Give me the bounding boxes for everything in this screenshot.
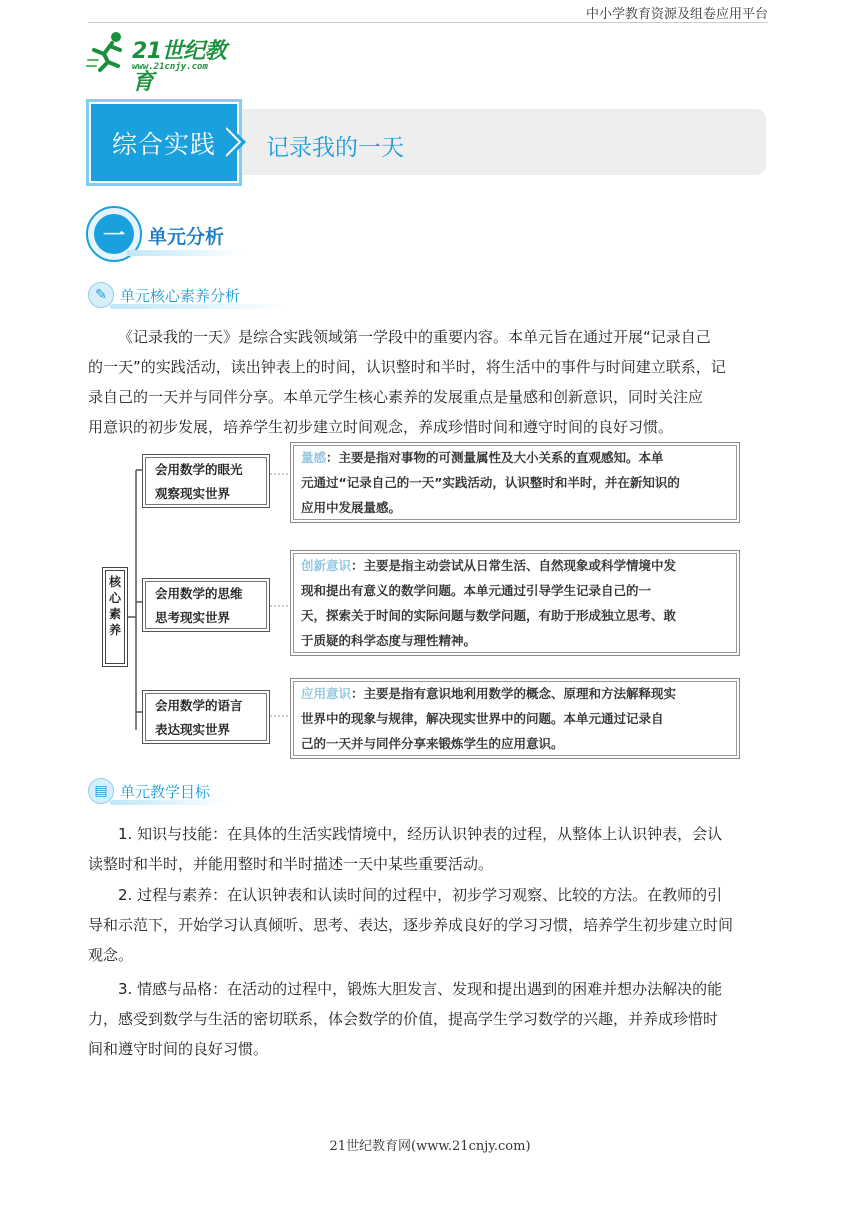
title-banner bbox=[86, 99, 766, 186]
description-line: 应用中发展量感。 bbox=[301, 500, 402, 515]
paragraph-line: 录自己的一天并与同伴分享。本单元学生核心素养的发展重点是量感和创新意识，同时关注应 bbox=[88, 388, 704, 406]
description-line: 元通过“记录自己的一天”实践活动，认识整时和半时，并在新知识的 bbox=[301, 475, 680, 490]
branch-box bbox=[142, 578, 270, 632]
goal-line: 力，感受到数学与生活的密切联系，体会数学的价值，提高学生学习数学的兴趣，并养成珍惜时 bbox=[88, 1010, 719, 1028]
paragraph-line: 的一天”的实践活动，读出钟表上的时间，认识整时和半时，将生活中的事件与时间建立联系，记 bbox=[88, 358, 726, 376]
page-footer[interactable]: 21世纪教育网(www.21cnjy.com) bbox=[329, 1139, 531, 1154]
paragraph-line: 用意识的初步发展，培养学生初步建立时间观念，养成珍惜时间和遵守时间的良好习惯。 bbox=[88, 418, 674, 436]
core-literacy-paragraph bbox=[88, 322, 768, 442]
section-number: 一 bbox=[102, 223, 125, 249]
paragraph-line: 《记录我的一天》是综合实践领域第一学段中的重要内容。本单元旨在通过开展“记录自己 bbox=[118, 328, 711, 346]
description-line: 世界中的现象与规律，解决现实世界中的问题。本单元通过记录自 bbox=[301, 711, 664, 726]
core-label-char: 素 bbox=[108, 607, 121, 621]
core-label-char: 心 bbox=[108, 591, 121, 605]
description-box bbox=[290, 550, 740, 656]
goal-line: 观念。 bbox=[88, 946, 134, 964]
page-title: 记录我的一天 bbox=[266, 135, 404, 161]
branch-line: 表达现实世界 bbox=[155, 722, 231, 737]
branch-line: 会用数学的眼光 bbox=[155, 462, 243, 477]
branch-box bbox=[142, 454, 270, 508]
runner-icon bbox=[86, 30, 130, 74]
branch-line: 观察现实世界 bbox=[155, 486, 231, 501]
platform-header: 中小学教育资源及组卷应用平台 bbox=[585, 7, 768, 22]
logo-url: www.21cnjy.com bbox=[132, 62, 208, 72]
section-heading-unit-analysis bbox=[86, 206, 246, 262]
branch-line: 思考现实世界 bbox=[155, 610, 231, 625]
description-line: 现和提出有意义的数学问题。本单元通过引导学生记录自己的一 bbox=[301, 583, 652, 598]
header-rule bbox=[88, 22, 768, 23]
goal-line: 1. 知识与技能：在具体的生活实践情境中，经历认识钟表的过程，从整体上认识钟表，会认 bbox=[118, 825, 723, 843]
section-underline bbox=[126, 250, 244, 256]
chevron-right-icon bbox=[226, 122, 248, 162]
branch-line: 会用数学的语言 bbox=[155, 698, 243, 713]
goal-line: 2. 过程与素养：在认识钟表和认读时间的过程中，初步学习观察、比较的方法。在教师的引 bbox=[118, 886, 723, 904]
core-label-char: 养 bbox=[108, 623, 121, 637]
description-line: 天，探索关于时间的实际问题与数学问题，有助于形成独立思考、敢 bbox=[301, 608, 677, 623]
core-literacy-diagram bbox=[100, 440, 760, 760]
keyword: 创新意识 bbox=[301, 558, 352, 573]
logo-text: 21世纪教育 bbox=[132, 39, 227, 95]
keyword: 量感 bbox=[301, 450, 327, 465]
subheading-label: 单元教学目标 bbox=[120, 783, 211, 801]
banner-tag bbox=[86, 99, 242, 186]
description-line bbox=[301, 445, 733, 470]
site-logo[interactable] bbox=[86, 30, 246, 95]
section-title: 单元分析 bbox=[148, 226, 225, 248]
branch-line: 会用数学的思维 bbox=[155, 586, 243, 601]
goal-line: 3. 情感与品格：在活动的过程中，锻炼大胆发言、发现和提出遇到的困难并想办法解决的能 bbox=[118, 980, 723, 998]
goal-3 bbox=[88, 974, 768, 1064]
subheading-core-literacy bbox=[88, 282, 288, 310]
description-line: 于质疑的科学态度与理性精神。 bbox=[301, 633, 477, 648]
description-box bbox=[290, 442, 740, 523]
description-line bbox=[301, 681, 733, 706]
goal-line: 间和遵守时间的良好习惯。 bbox=[88, 1040, 269, 1058]
branch-box bbox=[142, 690, 270, 744]
book-icon: ▤ bbox=[88, 778, 114, 804]
description-line bbox=[301, 553, 733, 578]
goal-line: 导和示范下，开始学习认真倾听、思考、表达，逐步养成良好的学习习惯，培养学生初步建立时间 bbox=[88, 916, 734, 934]
keyword: 应用意识 bbox=[301, 686, 352, 701]
goal-2 bbox=[88, 880, 768, 970]
description-text: ：主要是指有意识地利用数学的概念、原理和方法解释现实 bbox=[351, 686, 677, 701]
subheading-label: 单元核心素养分析 bbox=[120, 287, 241, 305]
goal-1 bbox=[88, 819, 768, 879]
subheading-teaching-goals bbox=[88, 778, 288, 806]
description-line: 己的一天并与同伴分享来锻炼学生的应用意识。 bbox=[301, 736, 564, 751]
core-label-box bbox=[102, 567, 128, 667]
pencil-icon: ✎ bbox=[88, 282, 114, 308]
goal-line: 读整时和半时，并能用整时和半时描述一天中某些重要活动。 bbox=[88, 855, 494, 873]
description-text: ：主要是指对事物的可测量属性及大小关系的直观感知。本单 bbox=[326, 450, 664, 465]
description-box bbox=[290, 678, 740, 759]
core-label-char: 核 bbox=[108, 575, 121, 589]
description-text: ：主要是指主动尝试从日常生活、自然现象或科学情境中发 bbox=[351, 558, 677, 573]
banner-tag-label: 综合实践 bbox=[111, 129, 216, 159]
